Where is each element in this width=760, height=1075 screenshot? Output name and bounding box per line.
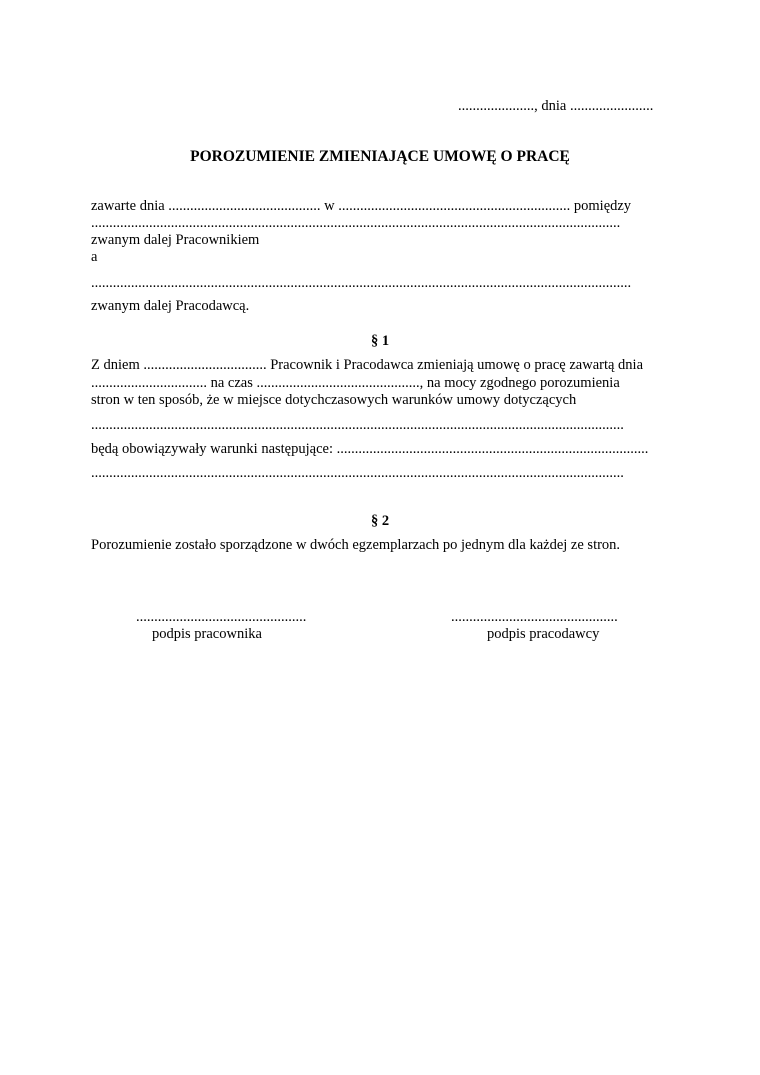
section-1-line-2: ................................ na czas ............................................., na mocy zgodnego porozumienia xyxy=(91,375,620,391)
and-word: a xyxy=(91,249,98,265)
employer-fill-line: ..................................................................................................................................................... xyxy=(91,275,632,291)
document-title: POROZUMIENIE ZMIENIAJĄCE UMOWĘ O PRACĘ xyxy=(190,148,570,165)
section-1-line-1: Z dniem .................................. Pracownik i Pracodawca zmieniają umowę o pracę zawartą dnia xyxy=(91,357,644,373)
employee-signature-line: ............................................... xyxy=(136,609,307,625)
section-1-line-4: ................................................................................................................................................... xyxy=(91,417,624,433)
section-1-line-5: będą obowiązywały warunki następujące: ...................................................................................... xyxy=(91,441,649,457)
employer-signature-label: podpis pracodawcy xyxy=(487,626,600,642)
section-2-text: Porozumienie zostało sporządzone w dwóch egzemplarzach po jednym dla każdej ze stron. xyxy=(91,537,621,553)
employer-label: zwanym dalej Pracodawcą. xyxy=(91,298,250,314)
employee-signature-label: podpis pracownika xyxy=(152,626,262,642)
date-place-line: ....................., dnia ....................... xyxy=(458,98,654,114)
employee-fill-line: .................................................................................................................................................. xyxy=(91,215,621,231)
section-2-heading: § 2 xyxy=(370,513,390,529)
section-1-line-3: stron w ten sposób, że w miejsce dotychczasowych warunków umowy dotyczących xyxy=(91,392,577,408)
section-1-heading: § 1 xyxy=(370,333,390,349)
parties-line: zawarte dnia .......................................... w ................................................................ pomiędzy xyxy=(91,198,632,214)
section-1-line-6: ................................................................................................................................................... xyxy=(91,465,624,481)
employer-signature-line: .............................................. xyxy=(451,609,618,625)
employee-label: zwanym dalej Pracownikiem xyxy=(91,232,260,248)
